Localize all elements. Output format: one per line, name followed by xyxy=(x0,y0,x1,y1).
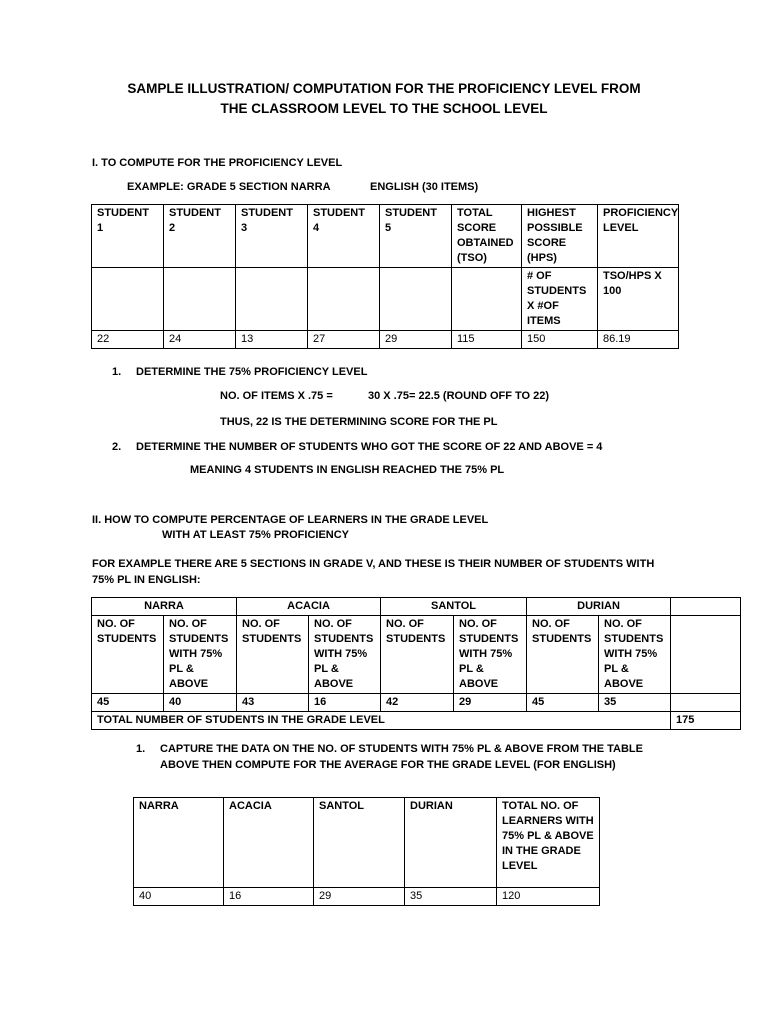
header-student-1: STUDENT 1 xyxy=(92,205,164,268)
header-students-with-pl: NO. OF STUDENTS WITH 75% PL & ABOVE xyxy=(599,616,671,694)
section2-step1-line2: ABOVE THEN COMPUTE FOR THE AVERAGE FOR THE GRADE LEVEL (FOR ENGLISH) xyxy=(160,759,616,771)
section2-intro-line1: FOR EXAMPLE THERE ARE 5 SECTIONS IN GRADE V, AND THESE IS THEIR NUMBER OF STUDENTS WITH xyxy=(92,558,655,570)
grade-level-table xyxy=(91,597,741,730)
hps-formula: # OF STUDENTS X #OF ITEMS xyxy=(522,268,598,331)
step1-text: DETERMINE THE 75% PROFICIENCY LEVEL xyxy=(136,366,368,378)
document-title-line2: THE CLASSROOM LEVEL TO THE SCHOOL LEVEL xyxy=(220,101,548,116)
section2-step1-line1: CAPTURE THE DATA ON THE NO. OF STUDENTS WITH 75% PL & ABOVE FROM THE TABLE xyxy=(160,743,643,755)
value-durian-students: 45 xyxy=(527,694,599,712)
header-proficiency-level: PROFICIENCY LEVEL xyxy=(598,205,679,268)
step2-meaning: MEANING 4 STUDENTS IN ENGLISH REACHED THE 75% PL xyxy=(190,464,505,476)
section2-heading-line2: WITH AT LEAST 75% PROFICIENCY xyxy=(162,529,350,541)
header-students-with-pl: NO. OF STUDENTS WITH 75% PL & ABOVE xyxy=(164,616,237,694)
step2-number: 2. xyxy=(112,441,122,453)
summary-header-acacia: ACACIA xyxy=(224,798,314,888)
summary-value-total: 120 xyxy=(497,888,600,906)
section1-heading: I. TO COMPUTE FOR THE PROFICIENCY LEVEL xyxy=(92,157,343,169)
value-proficiency-level: 86.19 xyxy=(598,331,679,349)
section-durian: DURIAN xyxy=(527,598,671,616)
step2-text: DETERMINE THE NUMBER OF STUDENTS WHO GOT THE SCORE OF 22 AND ABOVE = 4 xyxy=(136,441,603,453)
total-value: 175 xyxy=(671,712,741,730)
header-student-5: STUDENT 5 xyxy=(380,205,452,268)
section-santol: SANTOL xyxy=(381,598,527,616)
step1-number: 1. xyxy=(112,366,122,378)
section2-step1-number: 1. xyxy=(136,743,146,755)
header-students: NO. OF STUDENTS xyxy=(381,616,454,694)
header-students-with-pl: NO. OF STUDENTS WITH 75% PL & ABOVE xyxy=(309,616,381,694)
value-acacia-students: 43 xyxy=(237,694,309,712)
header-hps: HIGHEST POSSIBLE SCORE (HPS) xyxy=(522,205,598,268)
header-student-3: STUDENT 3 xyxy=(236,205,308,268)
header-student-2: STUDENT 2 xyxy=(164,205,236,268)
value-student-2: 24 xyxy=(164,331,236,349)
step1-formula-left: NO. OF ITEMS X .75 = xyxy=(220,390,333,402)
value-student-1: 22 xyxy=(92,331,164,349)
value-student-3: 13 xyxy=(236,331,308,349)
value-santol-students: 42 xyxy=(381,694,454,712)
summary-table xyxy=(133,797,600,906)
example-label: EXAMPLE: GRADE 5 SECTION NARRA xyxy=(127,181,331,193)
header-student-4: STUDENT 4 xyxy=(308,205,380,268)
summary-value-santol: 29 xyxy=(314,888,405,906)
value-narra-with-pl: 40 xyxy=(164,694,237,712)
step1-conclusion: THUS, 22 IS THE DETERMINING SCORE FOR THE PL xyxy=(220,416,498,428)
summary-header-narra: NARRA xyxy=(134,798,224,888)
header-students-with-pl: NO. OF STUDENTS WITH 75% PL & ABOVE xyxy=(454,616,527,694)
value-tso: 115 xyxy=(452,331,522,349)
section-narra: NARRA xyxy=(92,598,237,616)
value-student-4: 27 xyxy=(308,331,380,349)
document-title-line1: SAMPLE ILLUSTRATION/ COMPUTATION FOR THE PROFICIENCY LEVEL FROM xyxy=(127,81,641,96)
subject-label: ENGLISH (30 ITEMS) xyxy=(370,181,479,193)
proficiency-table xyxy=(91,204,679,349)
header-tso: TOTAL SCORE OBTAINED (TSO) xyxy=(452,205,522,268)
summary-header-durian: DURIAN xyxy=(405,798,497,888)
summary-header-santol: SANTOL xyxy=(314,798,405,888)
header-students: NO. OF STUDENTS xyxy=(92,616,164,694)
value-durian-with-pl: 35 xyxy=(599,694,671,712)
value-hps: 150 xyxy=(522,331,598,349)
section2-intro-line2: 75% PL IN ENGLISH: xyxy=(92,574,201,586)
header-students: NO. OF STUDENTS xyxy=(527,616,599,694)
value-student-5: 29 xyxy=(380,331,452,349)
total-label: TOTAL NUMBER OF STUDENTS IN THE GRADE LEVEL xyxy=(92,712,671,730)
summary-value-narra: 40 xyxy=(134,888,224,906)
header-students: NO. OF STUDENTS xyxy=(237,616,309,694)
summary-value-durian: 35 xyxy=(405,888,497,906)
section-acacia: ACACIA xyxy=(237,598,381,616)
summary-header-total: TOTAL NO. OF LEARNERS WITH 75% PL & ABOVE IN THE GRADE LEVEL xyxy=(497,798,600,888)
value-acacia-with-pl: 16 xyxy=(309,694,381,712)
value-santol-with-pl: 29 xyxy=(454,694,527,712)
step1-formula-right: 30 X .75= 22.5 (ROUND OFF TO 22) xyxy=(368,390,550,402)
summary-value-acacia: 16 xyxy=(224,888,314,906)
pl-formula: TSO/HPS X 100 xyxy=(598,268,679,331)
value-narra-students: 45 xyxy=(92,694,164,712)
section2-heading-line1: II. HOW TO COMPUTE PERCENTAGE OF LEARNERS IN THE GRADE LEVEL xyxy=(92,514,489,526)
